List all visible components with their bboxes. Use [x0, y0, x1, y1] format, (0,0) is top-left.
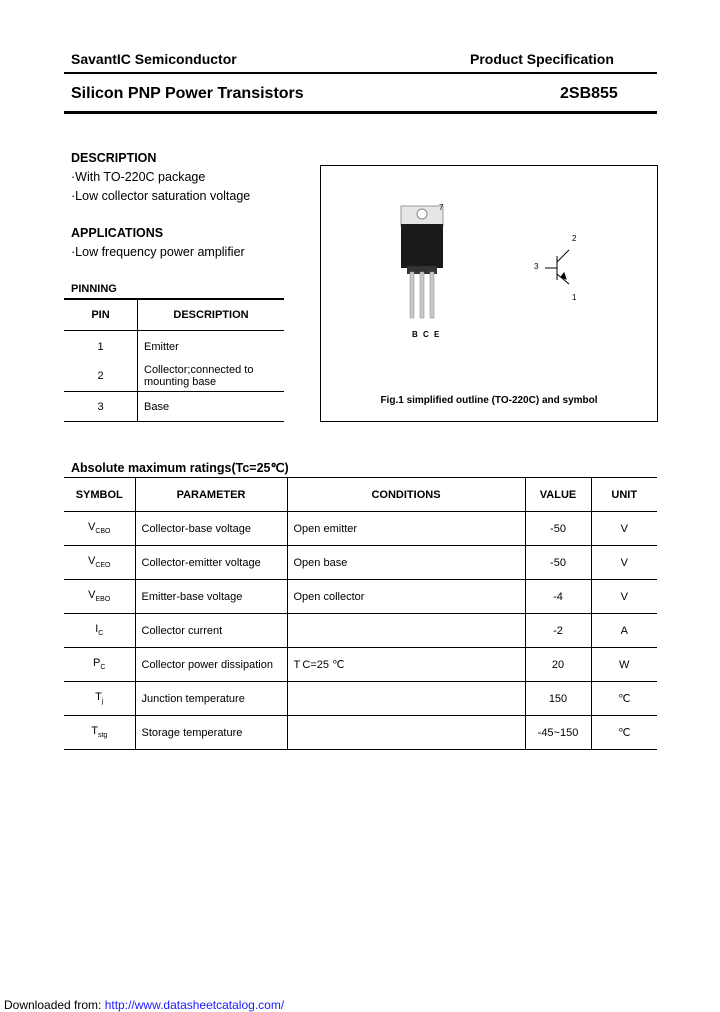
- value-cell: -4: [525, 580, 591, 614]
- ratings-table: [64, 477, 657, 750]
- value-cell: -2: [525, 614, 591, 648]
- unit-cell: V: [591, 512, 657, 546]
- symbol-letter: V: [88, 589, 96, 602]
- col-header-conditions: CONDITIONS: [287, 478, 525, 512]
- table-row: [64, 682, 657, 716]
- table-row: [64, 648, 657, 682]
- symbol-cell: [64, 716, 135, 750]
- footer-link[interactable]: http://www.datasheetcatalog.com/: [104, 998, 285, 1012]
- description-item: ·With TO-220C package: [71, 170, 206, 184]
- conditions-cell: [287, 716, 525, 750]
- symbol-subscript: j: [101, 698, 104, 706]
- conditions-cell: [287, 682, 525, 716]
- table-row: [64, 580, 657, 614]
- pinning-table: [64, 299, 284, 422]
- symbol-letter: T: [91, 725, 98, 738]
- header-rule-bottom: [64, 111, 657, 114]
- symbol-letter: P: [93, 657, 101, 670]
- conditions-cell: Open base: [287, 546, 525, 580]
- pin-description: Collector;connected to mounting base: [144, 363, 254, 388]
- applications-heading: APPLICATIONS: [71, 226, 164, 240]
- value-cell: -50: [525, 546, 591, 580]
- symbol-cell: [64, 648, 135, 682]
- unit-cell: V: [591, 580, 657, 614]
- col-header-parameter: PARAMETER: [135, 478, 287, 512]
- figure-box: [320, 165, 658, 422]
- parameter-cell: Collector-emitter voltage: [135, 546, 287, 580]
- pinning-heading: PINNING: [71, 283, 117, 295]
- desc-col-header: DESCRIPTION: [138, 299, 285, 331]
- company-name: SavantIC Semiconductor: [71, 51, 237, 67]
- table-row: [64, 361, 284, 392]
- symbol-letter: I: [95, 623, 99, 636]
- footer-label: Downloaded from:: [4, 998, 105, 1012]
- symbol-letter: V: [87, 555, 96, 568]
- symbol-cell: [64, 682, 135, 716]
- symbol-subscript: EBO: [95, 596, 111, 604]
- symbol-cell: [64, 546, 135, 580]
- symbol-pin-base: 3: [534, 262, 539, 271]
- pin-number: 1: [64, 331, 138, 361]
- to220-package-icon: [401, 203, 444, 318]
- pin-description: Base: [138, 392, 285, 422]
- parameter-cell: Collector power dissipation: [135, 648, 287, 682]
- unit-cell: A: [591, 614, 657, 648]
- parameter-cell: Emitter-base voltage: [135, 580, 287, 614]
- pin-number: 2: [64, 361, 138, 392]
- table-row: [64, 512, 657, 546]
- value-cell: 150: [525, 682, 591, 716]
- symbol-cell: [64, 512, 135, 546]
- package-outline-image: [321, 166, 657, 421]
- unit-cell: ℃: [591, 682, 657, 716]
- pin-col-header: PIN: [64, 299, 138, 331]
- parameter-cell: Storage temperature: [135, 716, 287, 750]
- symbol-pin-collector: 2: [572, 234, 577, 243]
- col-header-symbol: SYMBOL: [64, 478, 135, 512]
- unit-cell: ℃: [591, 716, 657, 750]
- table-row: [64, 614, 657, 648]
- pin-description: Emitter: [144, 341, 179, 354]
- header-rule-top: [64, 72, 657, 74]
- footer: [4, 998, 284, 1012]
- conditions-cell: [287, 614, 525, 648]
- symbol-subscript: CEO: [95, 562, 111, 570]
- doc-type: Product Specification: [470, 51, 614, 67]
- col-header-value: VALUE: [525, 478, 591, 512]
- value-cell: 20: [525, 648, 591, 682]
- conditions-cell: Open collector: [287, 580, 525, 614]
- conditions-cell: Open emitter: [287, 512, 525, 546]
- ratings-heading: Absolute maximum ratings(Tc=25℃): [71, 461, 289, 475]
- conditions-cell: T C=25 ℃: [287, 648, 525, 682]
- table-row: [64, 716, 657, 750]
- symbol-subscript: stg: [97, 732, 108, 740]
- symbol-subscript: C: [98, 630, 104, 638]
- applications-item: ·Low frequency power amplifier: [71, 245, 245, 259]
- symbol-cell: [64, 580, 135, 614]
- symbol-letter: T: [95, 691, 102, 704]
- table-row: [64, 331, 284, 361]
- unit-cell: V: [591, 546, 657, 580]
- symbol-subscript: C: [100, 664, 106, 672]
- pin-number: 3: [64, 392, 138, 422]
- table-row: [64, 392, 284, 422]
- parameter-cell: Collector-base voltage: [135, 512, 287, 546]
- pnp-transistor-symbol-icon: [545, 250, 569, 284]
- value-cell: -45~150: [525, 716, 591, 750]
- part-number: 2SB855: [560, 85, 618, 102]
- symbol-subscript: CBO: [95, 528, 111, 536]
- parameter-cell: Collector current: [135, 614, 287, 648]
- col-header-unit: UNIT: [591, 478, 657, 512]
- value-cell: -50: [525, 512, 591, 546]
- figure-caption: Fig.1 simplified outline (TO-220C) and symbol: [380, 395, 598, 406]
- svg-text:7: 7: [439, 203, 444, 212]
- symbol-letter: V: [87, 521, 96, 534]
- lead-labels: B C E: [412, 330, 440, 339]
- parameter-cell: Junction temperature: [135, 682, 287, 716]
- description-item: ·Low collector saturation voltage: [71, 189, 251, 203]
- symbol-pin-emitter: 1: [572, 293, 577, 302]
- symbol-cell: [64, 614, 135, 648]
- description-heading: DESCRIPTION: [71, 151, 157, 165]
- table-row: [64, 546, 657, 580]
- unit-cell: W: [591, 648, 657, 682]
- product-line: Silicon PNP Power Transistors: [71, 85, 304, 102]
